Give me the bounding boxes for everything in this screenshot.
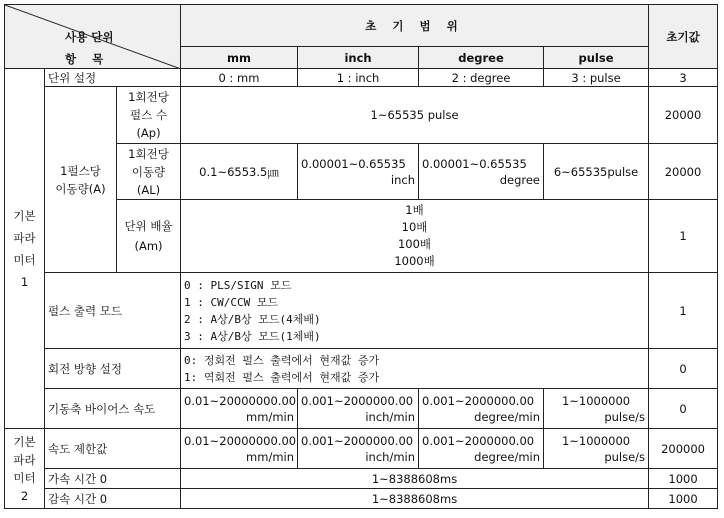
al-degree-unit: degree bbox=[499, 172, 541, 187]
diagonal-header-cell bbox=[5, 5, 181, 69]
rotation-initial: 0 bbox=[649, 349, 718, 389]
header-row-1 bbox=[5, 5, 718, 47]
pulse-output-mode-3: 3 : A상/B상 모드(1체배) bbox=[184, 329, 321, 343]
speed-limit-inch-unit: inch/min bbox=[365, 449, 416, 464]
bias-label: 기동축 바이어스 속도 bbox=[45, 389, 181, 429]
rotation-option-0: 0: 정회전 펄스 출력에서 현재값 증가 bbox=[184, 353, 380, 367]
row-decel-time bbox=[5, 489, 718, 509]
row-pulse-output bbox=[5, 273, 718, 349]
speed-limit-pulse-unit: pulse/s bbox=[604, 449, 646, 464]
am-value-1000: 1000배 bbox=[394, 254, 435, 268]
bias-inch-range: 0.001~2000000.00 bbox=[301, 393, 414, 408]
bias-mm bbox=[181, 389, 298, 429]
bias-pulse-range: 1~1000000 bbox=[561, 393, 631, 408]
accel-initial: 1000 bbox=[649, 469, 718, 489]
am-values bbox=[181, 200, 649, 273]
ap-label-cell bbox=[117, 87, 181, 144]
unit-setting-initial: 3 bbox=[649, 69, 718, 87]
accel-range: 1~8388608ms bbox=[181, 469, 649, 489]
row-rotation bbox=[5, 349, 718, 389]
unit-setting-mm: 0 : mm bbox=[181, 69, 298, 87]
am-label: 단위 배율 (Am) bbox=[124, 219, 173, 253]
pulse-output-initial: 1 bbox=[649, 273, 718, 349]
al-inch-range: 0.00001~0.65535 bbox=[301, 156, 406, 171]
row-speed-limit bbox=[5, 429, 718, 469]
rotation-label: 회전 방향 설정 bbox=[45, 349, 181, 389]
header-unit-mm: mm bbox=[181, 47, 298, 69]
accel-label: 가속 시간 0 bbox=[45, 469, 181, 489]
unit-setting-inch: 1 : inch bbox=[298, 69, 419, 87]
speed-limit-label: 속도 제한값 bbox=[45, 429, 181, 469]
header-unit-pulse: pulse bbox=[544, 47, 649, 69]
bias-degree-unit: degree/min bbox=[474, 409, 541, 424]
al-pulse: 6~65535pulse bbox=[544, 144, 649, 200]
speed-limit-mm bbox=[181, 429, 298, 469]
speed-limit-mm-range: 0.01~20000000.00 bbox=[184, 433, 297, 448]
bias-mm-unit: mm/min bbox=[246, 409, 295, 424]
am-value-100: 100배 bbox=[397, 237, 432, 251]
pulse-output-mode-1: 1 : CW/CCW 모드 bbox=[184, 295, 279, 309]
am-value-10: 10배 bbox=[401, 220, 428, 234]
ap-initial: 20000 bbox=[649, 87, 718, 144]
bias-degree-range: 0.001~2000000.00 bbox=[422, 393, 535, 408]
pulse-output-values bbox=[181, 273, 649, 349]
parameter-table bbox=[4, 4, 718, 509]
group-basic-param-2-label: 기본 파라 미터 2 bbox=[13, 434, 36, 503]
header-initial-title: 초기값 bbox=[649, 5, 718, 69]
am-label-cell bbox=[117, 200, 181, 273]
bias-pulse bbox=[544, 389, 649, 429]
row-accel-time bbox=[5, 469, 718, 489]
rotation-values bbox=[181, 349, 649, 389]
speed-limit-pulse-range: 1~1000000 bbox=[561, 433, 631, 448]
al-mm: 0.1~6553.5㎛ bbox=[181, 144, 298, 200]
speed-limit-inch-range: 0.001~2000000.00 bbox=[301, 433, 414, 448]
ap-range: 1~65535 pulse bbox=[181, 87, 649, 144]
header-unit-degree: degree bbox=[419, 47, 544, 69]
row-bias-speed bbox=[5, 389, 718, 429]
bias-degree bbox=[419, 389, 544, 429]
pulse-output-label: 펄스 출력 모드 bbox=[45, 273, 181, 349]
bias-mm-range: 0.01~20000000.00 bbox=[184, 393, 297, 408]
decel-initial: 1000 bbox=[649, 489, 718, 509]
ap-label: 1회전당 펄스 수 (Ap) bbox=[128, 90, 169, 140]
pulse-output-mode-2: 2 : A상/B상 모드(4체배) bbox=[184, 312, 321, 326]
al-inch bbox=[298, 144, 419, 200]
header-item-label: 항 목 bbox=[65, 52, 110, 66]
row-unit-setting bbox=[5, 69, 718, 87]
speed-limit-degree-unit: degree/min bbox=[474, 449, 541, 464]
bias-inch-unit: inch/min bbox=[365, 409, 416, 424]
header-unit-label: 사용 단위 bbox=[65, 30, 114, 44]
unit-setting-label: 단위 설정 bbox=[45, 69, 181, 87]
group-basic-param-1-label: 기본 파라 미터 1 bbox=[13, 208, 36, 289]
row-ap bbox=[5, 87, 718, 144]
al-degree bbox=[419, 144, 544, 200]
al-label: 1회전당 이동량 (AL) bbox=[128, 146, 169, 197]
speed-limit-degree bbox=[419, 429, 544, 469]
al-label-cell bbox=[117, 144, 181, 200]
am-initial: 1 bbox=[649, 200, 718, 273]
movement-group-label: 1펄스당 이동량(A) bbox=[55, 163, 106, 196]
speed-limit-inch bbox=[298, 429, 419, 469]
speed-limit-pulse bbox=[544, 429, 649, 469]
al-inch-unit: inch bbox=[390, 172, 416, 187]
speed-limit-initial: 200000 bbox=[649, 429, 718, 469]
header-range-title: 초 기 범 위 bbox=[181, 5, 649, 47]
pulse-output-mode-0: 0 : PLS/SIGN 모드 bbox=[184, 278, 292, 292]
decel-range: 1~8388608ms bbox=[181, 489, 649, 509]
group-basic-param-1 bbox=[5, 69, 45, 429]
unit-setting-degree: 2 : degree bbox=[419, 69, 544, 87]
al-degree-range: 0.00001~0.65535 bbox=[422, 156, 527, 171]
group-basic-param-2 bbox=[5, 429, 45, 509]
header-unit-inch: inch bbox=[298, 47, 419, 69]
movement-group bbox=[45, 87, 117, 273]
unit-setting-pulse: 3 : pulse bbox=[544, 69, 649, 87]
bias-pulse-unit: pulse/s bbox=[604, 409, 646, 424]
decel-label: 감속 시간 0 bbox=[45, 489, 181, 509]
rotation-option-1: 1: 역회전 펄스 출력에서 현재값 증가 bbox=[184, 370, 380, 384]
speed-limit-degree-range: 0.001~2000000.00 bbox=[422, 433, 535, 448]
al-initial: 20000 bbox=[649, 144, 718, 200]
bias-initial: 0 bbox=[649, 389, 718, 429]
am-value-1: 1배 bbox=[405, 203, 424, 217]
speed-limit-mm-unit: mm/min bbox=[246, 449, 295, 464]
bias-inch bbox=[298, 389, 419, 429]
